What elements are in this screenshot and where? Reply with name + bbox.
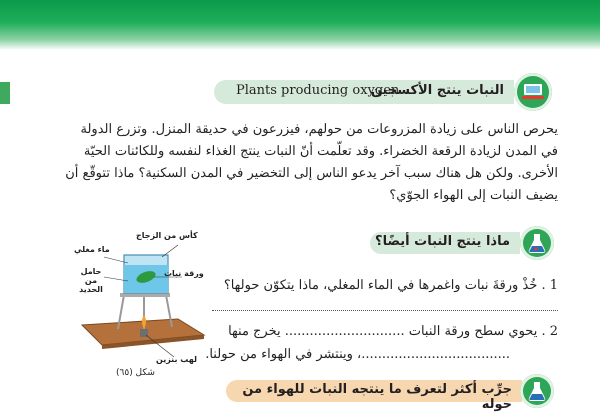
question-2a: 2 . يحوي سطح ورقة النبات ............................. يخرج منها <box>228 324 558 339</box>
label-glass: كأس من الزجاج <box>136 231 198 240</box>
section-title-en: Plants producing oxygen <box>236 83 400 98</box>
flask-icon <box>520 226 554 260</box>
intro-line: يضيف النبات إلى الهواء الجوّي؟ <box>389 188 558 203</box>
experiment-figure <box>74 233 208 367</box>
label-water: ماء مغلي <box>74 245 110 254</box>
header-band <box>0 0 600 50</box>
figure-caption: شكل (٦٥) <box>116 368 155 378</box>
section-header <box>214 80 514 104</box>
bottom-title: جرِّب أكثر لتعرف ما ينتجه النبات للهواء من حوله <box>242 382 512 412</box>
laptop-icon <box>514 73 552 111</box>
answer-line[interactable] <box>212 310 558 311</box>
intro-line: يحرص الناس على زيادة المزروعات من حولهم، فيزرعون في حديقة المنزل. وتزرع الدولة <box>80 122 558 137</box>
question-1: 1 . خُذْ ورقةَ نبات واغمرها في الماء المغلي، ماذا يتكوّن حولها؟ <box>223 278 558 293</box>
label-flame: لهب بنزين <box>156 355 197 364</box>
intro-paragraph <box>52 119 558 207</box>
label-leaf: ورقة نبات <box>164 269 204 278</box>
intro-line: الأخرى. ولكن هل هناك سبب آخر يدعو الناس إلى التخضير في المدن السكنية؟ ماذا تتوقّع أن <box>65 166 558 181</box>
bottom-header <box>226 380 522 412</box>
question-header <box>370 232 520 254</box>
margin-tab <box>0 82 10 104</box>
question-2b: ....................................، وينتشر في الهواء من حولنا. <box>205 347 510 362</box>
intro-line: في المدن لزيادة الرقعة الخضراء. وقد تعلّمت أنّ النبات ينتج الغذاء لنفسه وللكائنات الحيّة <box>83 144 558 159</box>
section-title-ar: النبات ينتج الأكسجين <box>370 83 504 98</box>
question-title: ماذا ينتج النبات أيضًا؟ <box>375 234 510 249</box>
label-stand: حامل من الحديد <box>79 267 103 294</box>
